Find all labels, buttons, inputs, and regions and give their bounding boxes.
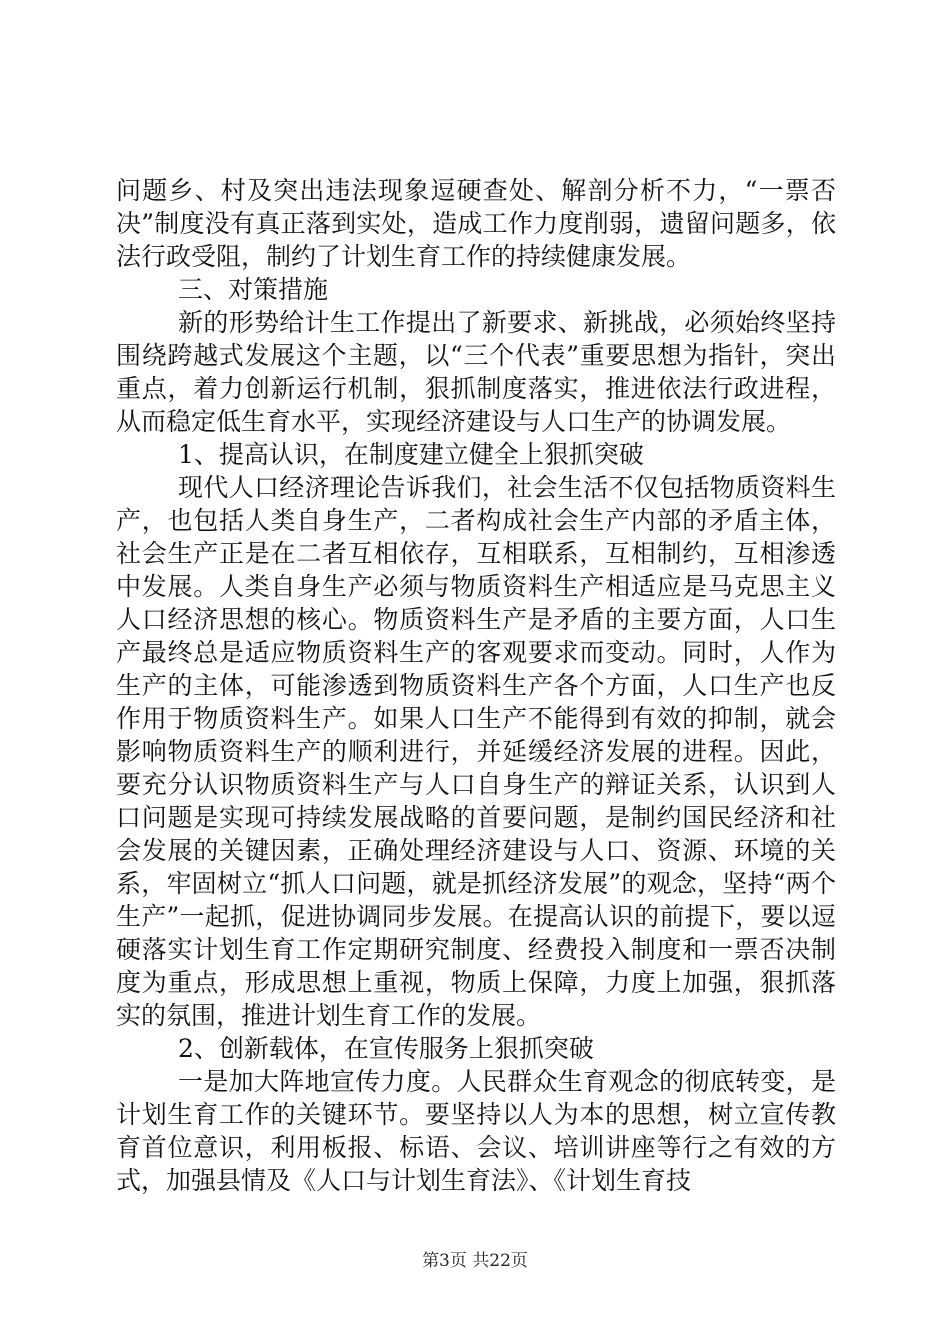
paragraph-3: 现代人口经济理论告诉我们，社会生活不仅包括物质资料生产，也包括人类自身生产，二者构成社会生产内部的矛盾主体，社会生产正是在二者互相依存，互相联系，互相制约，互相渗透中发展。人类自身生产必须与物质资料生产相适应是马克思主义人口经济思想的核心。物质资料生产是矛盾的主要方面，人口生产最终总是适应物质资料生产的客观要求而变动。同时，人作为生产的主体，可能渗透到物质资料生产各个方面，人口生产也反作用于物质资料生产。如果人口生产不能得到有效的抑制，就会影响物质资料生产的顺利进行，并延缓经济发展的进程。因此，要充分认识物质资料生产与人口自身生产的辩证关系，认识到人口问题是实现可持续发展战略的首要问题，是制约国民经济和社会发展的关键因素，正确处理经济建设与人口、资源、环境的关系，牢固树立“抓人口问题，就是抓经济发展”的观念，坚持“两个生产”一起抓，促进协调同步发展。在提高认识的前提下，要以逗硬落实计划生育工作定期研究制度、经费投入制度和一票否决制度为重点，形成思想上重视，物质上保障，力度上加强，狠抓落实的氛围，推进计划生育工作的发展。 — [116, 473, 836, 1030]
document-body — [116, 174, 836, 1197]
subheading-1: 1、提高认识，在制度建立健全上狠抓突破 — [178, 440, 644, 469]
subheading-2: 2、创新载体，在宣传服务上狠抓突破 — [178, 1034, 594, 1063]
section-heading-3: 三、对策措施 — [178, 275, 329, 304]
paragraph-1: 问题乡、村及突出违法现象逗硬查处、解剖分析不力，“一票否决”制度没有真正落到实处，造成工作力度削弱，遗留问题多，依法行政受阻，制约了计划生育工作的持续健康发展。 — [116, 176, 836, 271]
paragraph-4: 一是加大阵地宣传力度。人民群众生育观念的彻底转变，是计划生育工作的关键环节。要坚持以人为本的思想，树立宣传教育首位意识，利用板报、标语、会议、培训讲座等行之有效的方式，加强县情及《人口与计划生育法》、《计划生育技 — [116, 1067, 836, 1195]
page-number: 第3页 共22页 — [422, 1251, 528, 1271]
paragraph-2: 新的形势给计生工作提出了新要求、新挑战，必须始终坚持围绕跨越式发展这个主题，以“三个代表”重要思想为指针，突出重点，着力创新运行机制，狠抓制度落实，推进依法行政进程，从而稳定低生育水平，实现经济建设与人口生产的协调发展。 — [116, 308, 836, 436]
